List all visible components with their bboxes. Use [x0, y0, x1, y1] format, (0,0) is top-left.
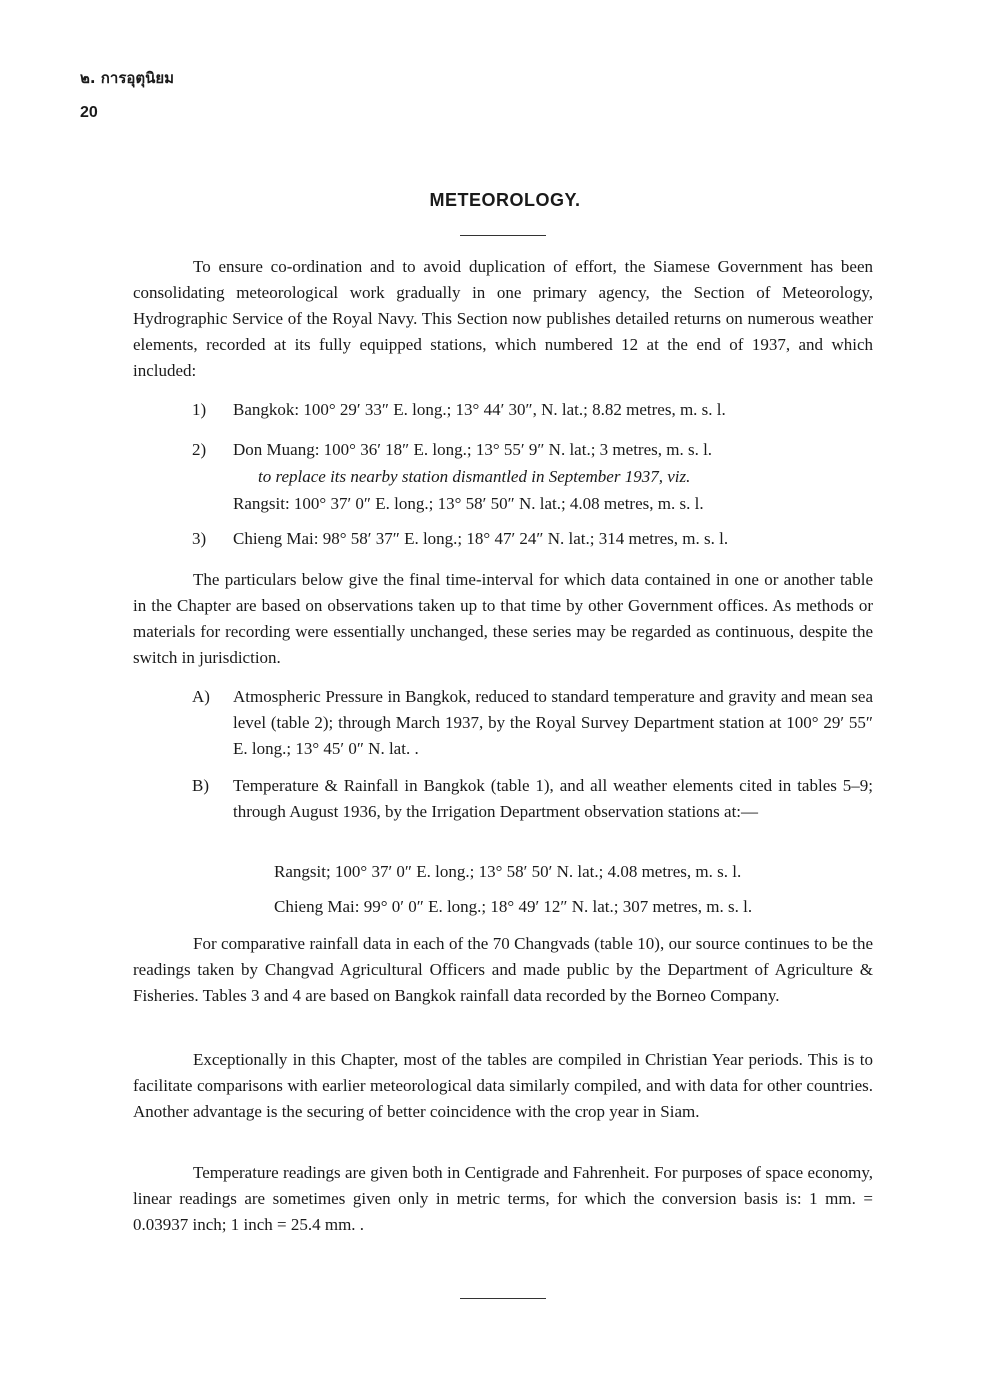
particulars-paragraph: The particulars below give the final time-interval for which data contained in one or another table in the Chapter are based on observations taken up to that time by other Government offices. As methods or materials for recording were essentially unchanged, these series may be regarded as continuous, despite the switch in jurisdiction.	[133, 570, 873, 667]
station-number: 1)	[192, 400, 207, 419]
end-divider	[460, 1298, 546, 1299]
source-text: Temperature & Rainfall in Bangkok (table 1), and all weather elements cited in tables 5–9; through August 1936, by the Irrigation Department observation stations at:—	[233, 776, 873, 821]
source-label: B)	[192, 776, 209, 795]
source-text: Atmospheric Pressure in Bangkok, reduced to standard temperature and gravity and mean sea level (table 2); through March 1937, by the Royal Survey Department station at 100° 29′ 55″ E. long.; 13° 45′ 0″ N. lat. .	[233, 687, 873, 758]
chapter-header: ๒. การอุตุนิยม	[80, 69, 175, 87]
station-number: 2)	[192, 440, 207, 459]
page-number: 20	[80, 104, 98, 121]
exceptionally-paragraph: Exceptionally in this Chapter, most of the tables are compiled in Christian Year periods. This is to facilitate comparisons with earlier meteorological data similarly compiled, and with data for other countries. Another advantage is the securing of better coincidence with the crop year in Siam.	[133, 1050, 873, 1121]
page-title: METEOROLOGY.	[429, 190, 581, 210]
source-label: A)	[192, 687, 210, 706]
station-number: 3)	[192, 529, 207, 548]
comparative-paragraph: For comparative rainfall data in each of the 70 Changvads (table 10), our source continues to be the readings taken by Changvad Agricultural Officers and made public by the Department of Agriculture & Fisheries. Tables 3 and 4 are based on Bangkok rainfall data recorded by the Borneo Company.	[133, 934, 873, 1005]
intro-paragraph: To ensure co-ordination and to avoid duplication of effort, the Siamese Government has been consolidating meteorological work gradually in one primary agency, the Section of Meteorology, Hydrographic Service of the Royal Navy. This Section now publishes detailed returns on numerous weather elements, recorded at its fully equipped stations, which numbered 12 at the end of 1937, and which included:	[133, 257, 873, 380]
station-text: Don Muang: 100° 36′ 18″ E. long.; 13° 55′ 9″ N. lat.; 3 metres, m. s. l.	[233, 440, 713, 459]
temperature-paragraph: Temperature readings are given both in Centigrade and Fahrenheit. For purposes of space economy, linear readings are sometimes given only in metric terms, for which the conversion basis is: 1 mm. = 0.03937 inch; 1 inch = 25.4 mm. .	[133, 1163, 873, 1234]
title-divider	[460, 235, 546, 236]
document-page: ๒. การอุตุนิยม 20 METEOROLOGY. To ensure co-ordination and to avoid duplication of effort, the Siamese Government has been consolidating meteorological work gradually in one primary agency, the Section of Meteorology, Hydrographic Service of the Royal Navy. This Section now publishes detailed returns on numerous weather elements, recorded at its fully equipped stations, which numbered 12 at the end of 1937, and which included: 1) Bangkok: 100° 29′ 33″ E. long.; 13° 44′ 30″, N. lat.; 8.82 metres, m. s. l. 2) Don Muang: 100° 36′ 18″ E. long.; 13° 55′ 9″ N. lat.; 3 metres, m. s. l. to replace its nearby station dismantled in September 1937, viz. Rangsit: 100° 37′ 0″ E. long.; 13° 58′ 50″ N. lat.; 4.08 metres, m. s. l. 3) Chieng Mai: 98° 58′ 37″ E. long.; 18° 47′ 24″ N. lat.; 314 metres, m. s. l. The particulars below give the final time-interval for which data contained in one or another table in the Chapter are based on observations taken up to that time by other Government offices. As methods or materials for recording were essentially unchanged, these series may be regarded as continuous, despite the switch in jurisdiction. A) Atmospheric Pressure in Bangkok, reduced to standard temperature and gravity and mean sea level (table 2); through March 1937, by the Royal Survey Department station at 100° 29′ 55″ E. long.; 13° 45′ 0″ N. lat. . B) Temperature & Rainfall in Bangkok (table 1), and all weather elements cited in tables 5–9; through August 1936, by the Irrigation Department observation stations at:— Rangsit; 100° 37′ 0″ E. long.; 13° 58′ 50′ N. lat.; 4.08 metres, m. s. l. Chieng Mai: 99° 0′ 0″ E. long.; 18° 49′ 12″ N. lat.; 307 metres, m. s. l. For comparative rainfall data in each of the 70 Changvads (table 10), our source continues to be the readings taken by Changvad Agricultural Officers and made public by the Department of Agriculture & Fisheries. Tables 3 and 4 are based on Bangkok rainfall data recorded by the Borneo Company. Exceptionally in this Chapter, most of the tables are compiled in Christian Year periods. This is to facilitate comparisons with earlier meteorological data similarly compiled, and with data for other countries. Another advantage is the securing of better coincidence with the crop year in Siam. Temperature readings are given both in Centigrade and Fahrenheit. For purposes of space economy, linear readings are sometimes given only in metric terms, for which the conversion basis is: 1 mm. = 0.03937 inch; 1 inch = 25.4 mm. .	[0, 0, 990, 1385]
station-text: Bangkok: 100° 29′ 33″ E. long.; 13° 44′ 30″, N. lat.; 8.82 metres, m. s. l.	[233, 400, 726, 419]
station-text: Chieng Mai: 98° 58′ 37″ E. long.; 18° 47′ 24″ N. lat.; 314 metres, m. s. l.	[233, 529, 729, 548]
